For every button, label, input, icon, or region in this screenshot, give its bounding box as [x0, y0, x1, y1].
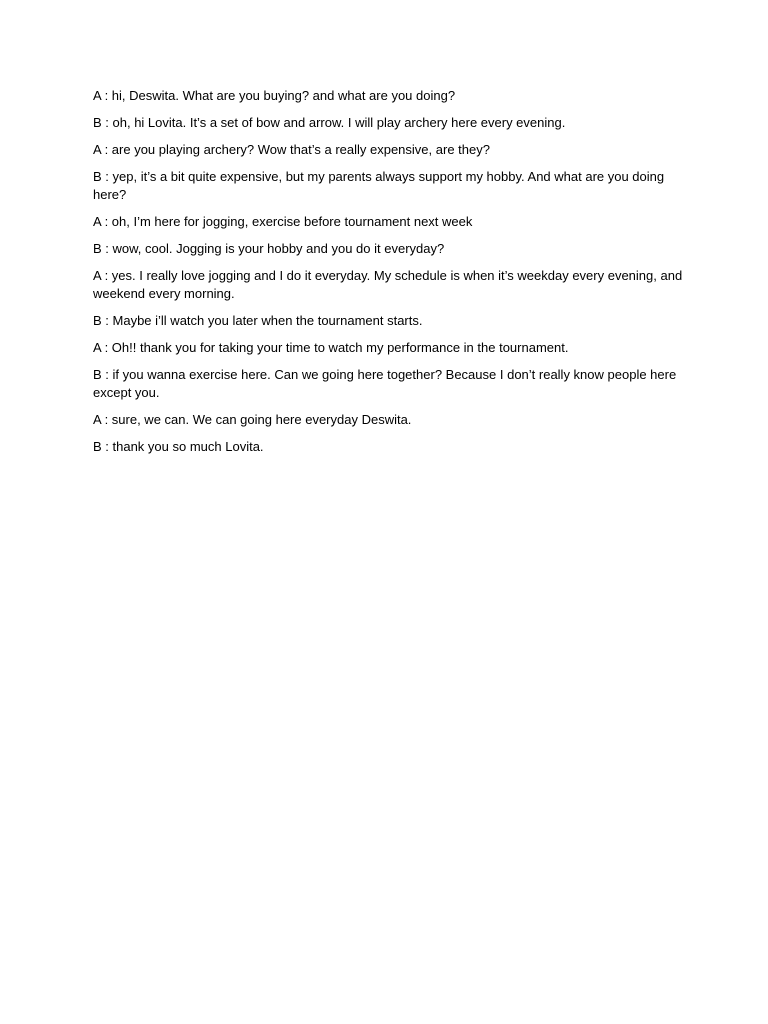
- dialogue-line: B : oh, hi Lovita. It’s a set of bow and arrow. I will play archery here every evening.: [93, 115, 566, 130]
- dialogue-line: B : if you wanna exercise here. Can we going here together? Because I don’t really know people here except you.: [93, 367, 677, 400]
- dialogue-line: A : hi, Deswita. What are you buying? and what are you doing?: [93, 88, 456, 103]
- dialogue-line: B : thank you so much Lovita.: [93, 439, 264, 454]
- dialogue-line: A : Oh!! thank you for taking your time to watch my performance in the tournament.: [93, 340, 569, 355]
- dialogue-text: [93, 87, 683, 465]
- dialogue-line: A : oh, I’m here for jogging, exercise before tournament next week: [93, 214, 473, 229]
- dialogue-line: A : sure, we can. We can going here everyday Deswita.: [93, 412, 412, 427]
- dialogue-line: B : yep, it’s a bit quite expensive, but my parents always support my hobby. And what are you doing here?: [93, 169, 665, 202]
- dialogue-line: A : are you playing archery? Wow that’s a really expensive, are they?: [93, 142, 490, 157]
- dialogue-line: B : wow, cool. Jogging is your hobby and you do it everyday?: [93, 241, 445, 256]
- dialogue-line: B : Maybe i’ll watch you later when the tournament starts.: [93, 313, 423, 328]
- dialogue-line: A : yes. I really love jogging and I do it everyday. My schedule is when it’s weekday every evening, and weekend every morning.: [93, 268, 683, 301]
